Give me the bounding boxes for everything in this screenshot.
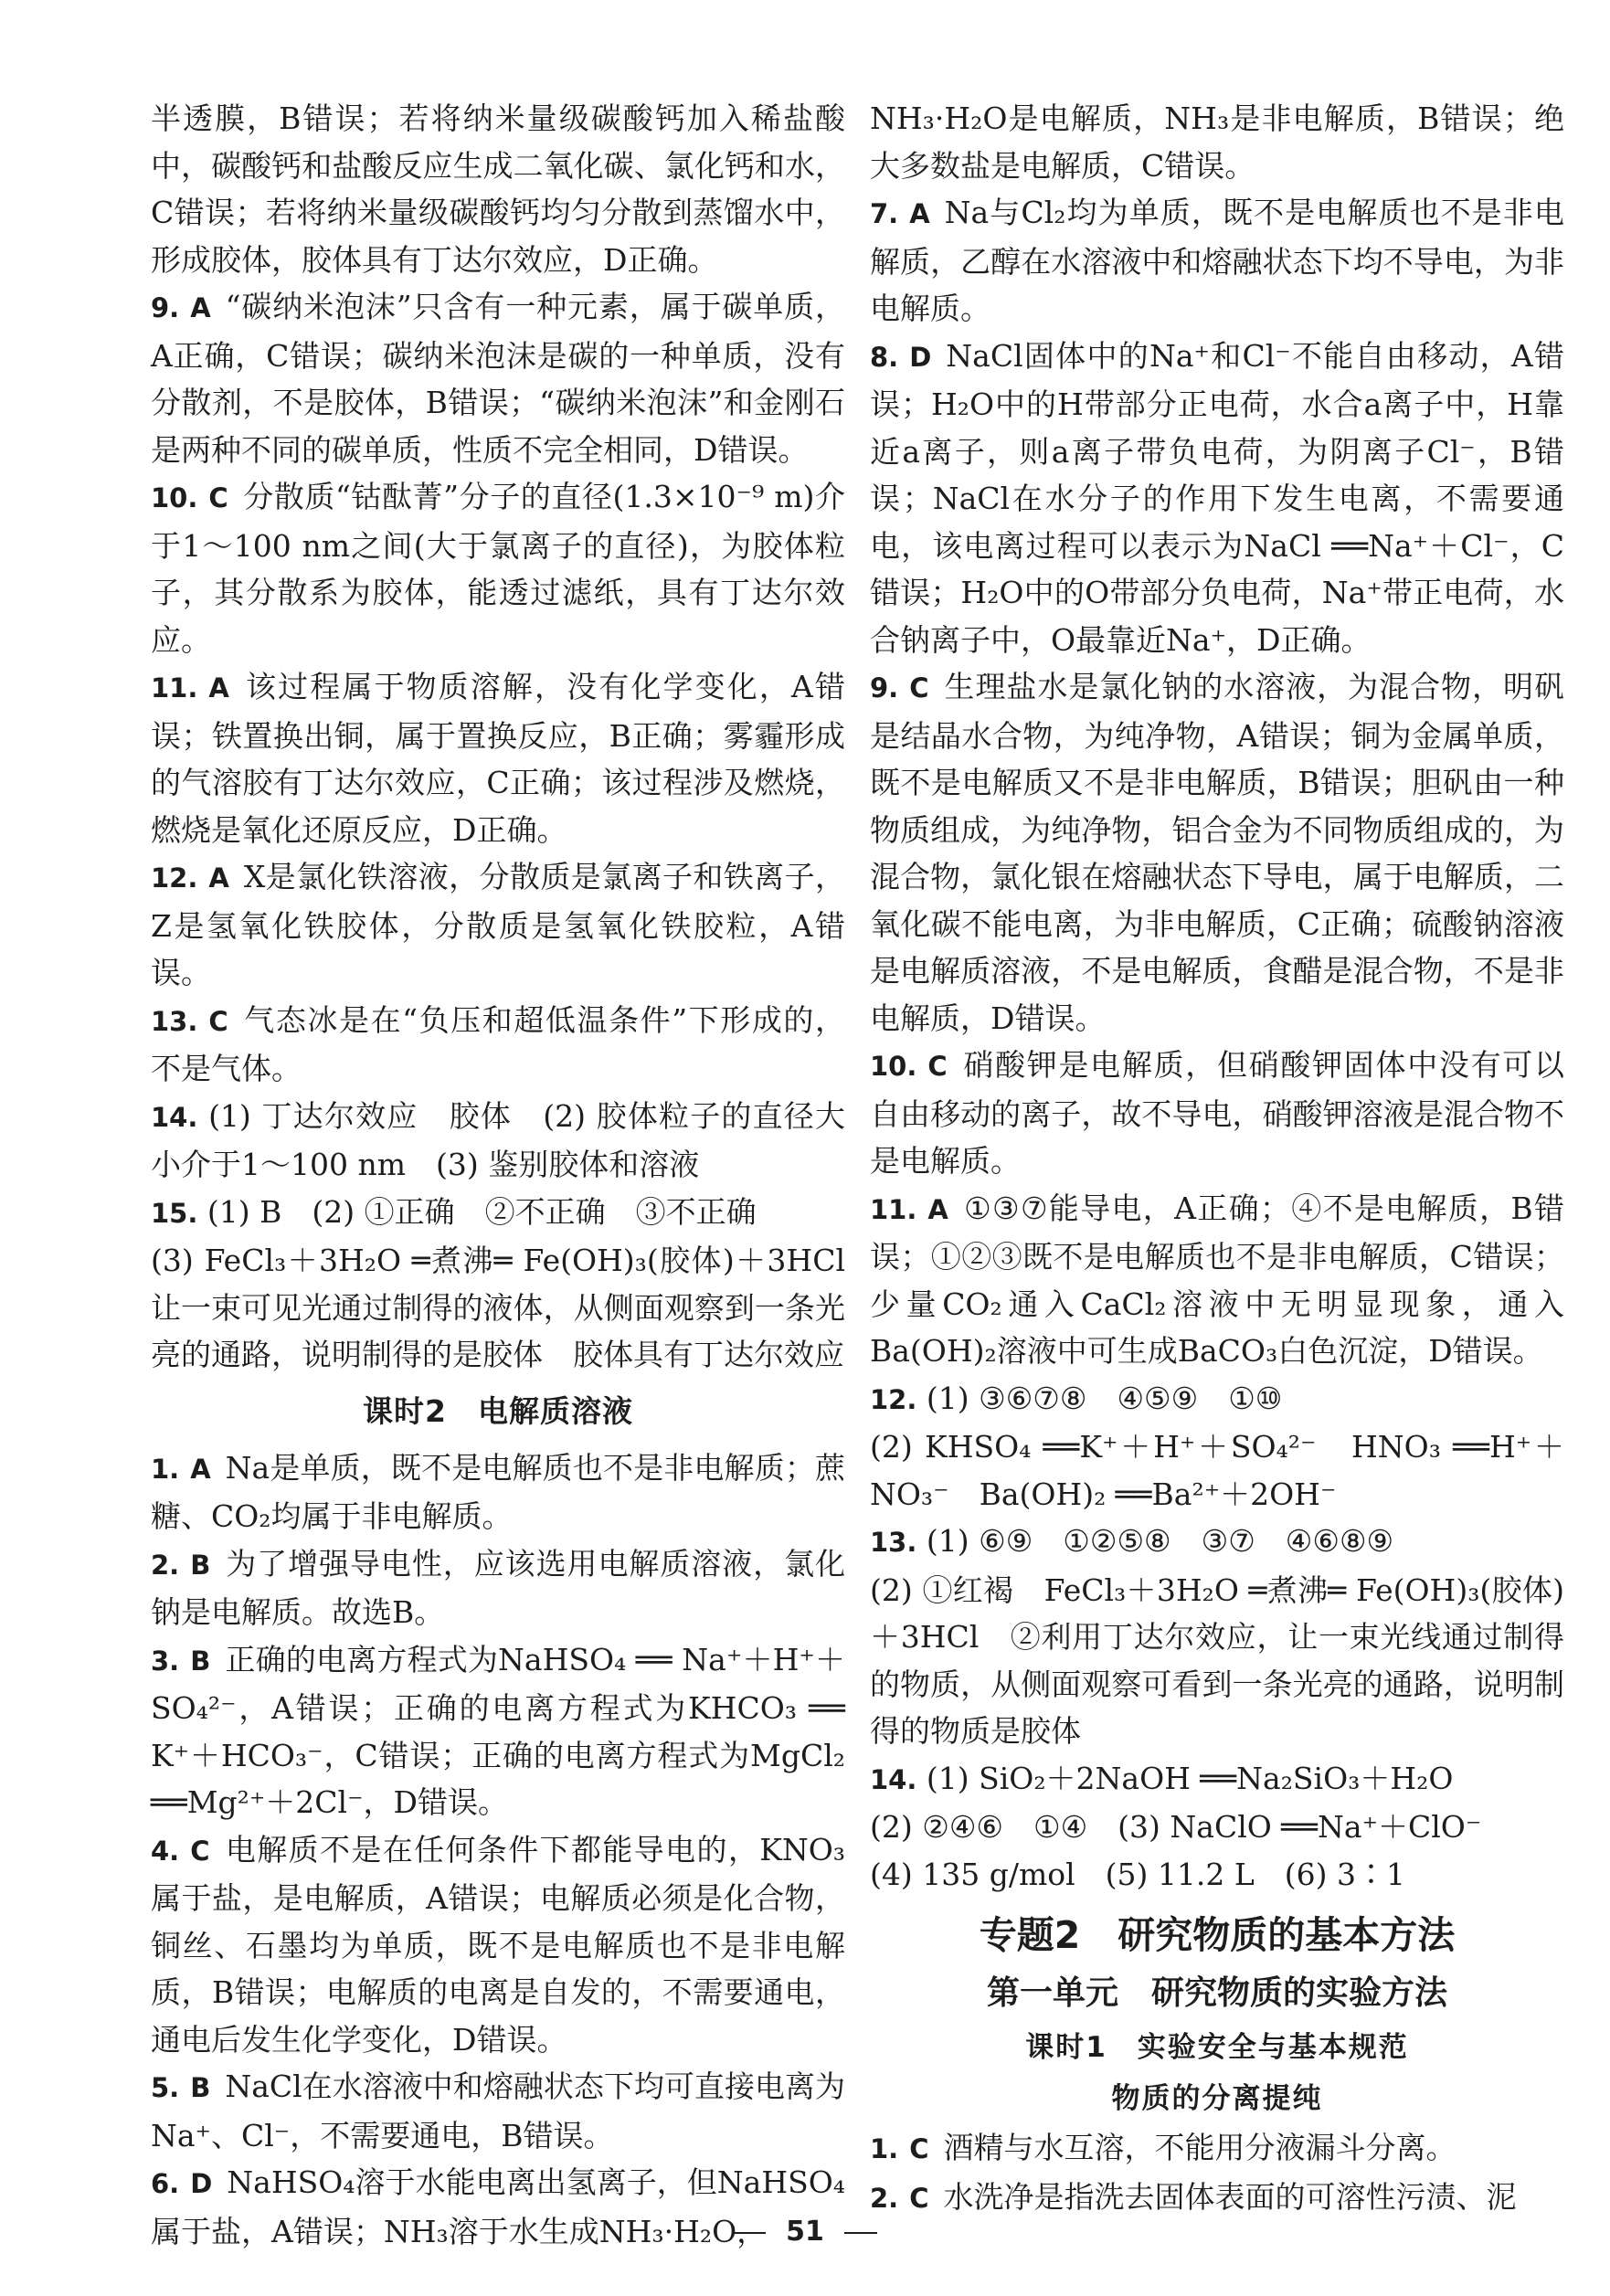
page-number-text: 51	[786, 2216, 824, 2248]
explanation-text: 为了增强导电性，应该选用电解质溶液，氯化钠是电解质。故选B。	[151, 1545, 845, 1630]
question-number: 4.	[151, 1835, 180, 1867]
explanation-text: NaCl在水溶液中和熔融状态下均可直接电离为Na⁺、Cl⁻，不需要通电，B错误。	[151, 2069, 845, 2153]
explanation-text: 气态冰是在“负压和超低温条件”下形成的，不是气体。	[151, 1001, 845, 1086]
answer-item	[870, 1518, 1564, 1567]
answer-text	[870, 1423, 1564, 1518]
explanation-text: (1) SiO₂＋2NaOH ══Na₂SiO₃＋H₂O	[926, 1760, 1454, 1796]
question-number: 2.	[870, 2182, 899, 2214]
explanation-text: 硝酸钾是电解质，但硝酸钾固体中没有可以自由移动的离子，故不导电，硝酸钾溶液是混合物不是电解质。	[870, 1047, 1564, 1179]
answer-text	[870, 95, 1564, 189]
answer-text	[870, 1851, 1564, 1899]
question-number: 7.	[870, 198, 899, 229]
answer-item	[151, 1189, 845, 1238]
answer-item	[870, 2124, 1564, 2174]
explanation-text: 水洗净是指洗去固体表面的可溶性污渍、泥	[943, 2178, 1517, 2215]
explanation-text: 分散质“钴酞菁”分子的直径(1.3×10⁻⁹ m)介于1～100 nm之间(大于氯离子的直径)，为胶体粒子，其分散系为胶体，能透过滤纸，具有丁达尔效应。	[151, 479, 845, 658]
dash-right	[844, 2232, 877, 2234]
answer-letter: C	[909, 2182, 929, 2214]
answer-letter: C	[909, 2133, 929, 2164]
answer-item	[870, 189, 1564, 333]
explanation-text: (2) KHSO₄ ══K⁺＋H⁺＋SO₄²⁻ HNO₃ ══H⁺＋NO₃⁻ Ba(OH)₂ ══Ba²⁺＋2OH⁻	[870, 1429, 1564, 1512]
question-number: 2.	[151, 1549, 180, 1581]
question-number: 12.	[870, 1383, 917, 1415]
answer-letter: A	[190, 1453, 211, 1485]
explanation-text: ①③⑦能导电，A正确；④不是电解质，B错误；①②③既不是电解质也不是非电解质，C错误；少量CO₂通入CaCl₂溶液中无明显现象，通入Ba(OH)₂溶液中可生成BaCO₃白色沉淀，D错误。	[870, 1190, 1564, 1369]
answer-item	[151, 2063, 845, 2159]
answer-item	[870, 1375, 1564, 1424]
answer-letter: B	[190, 1645, 211, 1677]
answer-item	[151, 1444, 845, 1540]
explanation-text: Na与Cl₂均为单质，既不是电解质也不是非电解质，乙醇在水溶液中和熔融状态下均不导电，为非电解质。	[870, 195, 1564, 326]
explanation-text: NH₃·H₂O是电解质，NH₃是非电解质，B错误；绝大多数盐是电解质，C错误。	[870, 101, 1564, 184]
question-number: 11.	[151, 672, 198, 704]
explanation-text: 正确的电离方程式为NaHSO₄ ══ Na⁺＋H⁺＋SO₄²⁻，A错误；正确的电离方程式为KHCO₃ ══ K⁺＋HCO₃⁻，C错误；正确的电离方程式为MgCl₂ ══Mg²⁺＋2Cl⁻，D错误。	[151, 1641, 845, 1820]
answer-item	[870, 663, 1564, 1042]
explanation-text: 电解质不是在任何条件下都能导电的，KNO₃属于盐，是电解质，A错误；电解质必须是化合物，铜丝、石墨均为单质，既不是电解质也不是非电解质，B错误；电解质的电离是自发的，不需要通电，通电后发生化学变化，D错误。	[151, 1831, 845, 2058]
answer-letter: C	[909, 672, 929, 704]
question-number: 1.	[870, 2133, 899, 2164]
question-number: 10.	[151, 482, 198, 513]
answer-letter: A	[927, 1193, 948, 1225]
answer-letter: A	[208, 862, 229, 894]
explanation-text: (1) ⑥⑨ ①②⑤⑧ ③⑦ ④⑥⑧⑨	[926, 1523, 1394, 1559]
answer-item	[151, 1636, 845, 1826]
explanation-text: (4) 135 g/mol (5) 11.2 L (6) 3∶1	[870, 1856, 1406, 1892]
question-number: 9.	[870, 672, 899, 704]
answer-item	[151, 1540, 845, 1636]
explanation-text: 半透膜，B错误；若将纳米量级碳酸钙加入稀盐酸中，碳酸钙和盐酸反应生成二氧化碳、氯化钙和水，C错误；若将纳米量级碳酸钙均匀分散到蒸馏水中，形成胶体，胶体具有丁达尔效应，D正确。	[151, 101, 845, 278]
right-column	[870, 95, 1564, 2222]
question-number: 6.	[151, 2168, 180, 2199]
explanation-text: 生理盐水是氯化钠的水溶液，为混合物，明矾是结晶水合物，为纯净物，A错误；铜为金属单质，既不是电解质又不是非电解质，B错误；胆矾由一种物质组成，为纯净物，铝合金为不同物质组成的，为混合物，氯化银在熔融状态下导电，属于电解质，二氧化碳不能电离，为非电解质，C正确；硫酸钠溶液是电解质溶液，不是电解质，食醋是混合物，不是非电解质，D错误。	[870, 669, 1564, 1036]
answer-item	[151, 663, 845, 853]
answer-text	[151, 95, 845, 283]
explanation-text: 酒精与水互溶，不能用分液漏斗分离。	[943, 2130, 1456, 2165]
explanation-text: NaCl固体中的Na⁺和Cl⁻不能自由移动，A错误；H₂O中的H带部分正电荷，水合a离子中，H靠近a离子，则a离子带负电荷，为阴离子Cl⁻，B错误；NaCl在水分子的作用下发生电离，不需要通电，该电离过程可以表示为NaCl ══Na⁺＋Cl⁻，C错误；H₂O中的O带部分负电荷，Na⁺带正电荷，水合钠离子中，O最靠近Na⁺，D正确。	[870, 337, 1564, 658]
question-number: 8.	[870, 341, 899, 373]
question-number: 10.	[870, 1051, 917, 1082]
answer-text	[870, 1567, 1564, 1755]
explanation-text: (1) ③⑥⑦⑧ ④⑤⑨ ①⑩	[926, 1380, 1283, 1416]
explanation-text: “碳纳米泡沫”只含有一种元素，属于碳单质，A正确，C错误；碳纳米泡沫是碳的一种单质，没有分散剂，不是胶体，B错误；“碳纳米泡沫”和金刚石是两种不同的碳单质，性质不完全相同，D错误。	[151, 289, 845, 468]
answer-text	[151, 1237, 875, 1379]
section-heading: 专题2 研究物质的基本方法	[979, 1913, 1456, 1957]
question-number: 14.	[151, 1101, 198, 1133]
explanation-text: (2) ①红褐 FeCl₃＋3H₂O ═煮沸═ Fe(OH)₃(胶体)＋3HCl ②利用丁达尔效应，让一束光线通过制得的物质，从侧面观察可看到一条光亮的通路，说明制得的物质是胶体	[870, 1571, 1564, 1749]
answer-letter: B	[190, 1549, 211, 1581]
explanation-text: Na是单质，既不是电解质也不是非电解质；蔗糖、CO₂均属于非电解质。	[151, 1449, 845, 1534]
answer-item	[151, 1826, 845, 2064]
answer-letter: C	[208, 482, 228, 513]
section-heading: 第一单元 研究物质的实验方法	[986, 1974, 1447, 2012]
answer-letter: A	[909, 198, 930, 229]
explanation-text: X是氯化铁溶液，分散质是氯离子和铁离子，Z是氢氧化铁胶体，分散质是氢氧化铁胶粒，A错误。	[151, 859, 845, 990]
answer-item	[870, 2174, 1564, 2223]
page-number	[0, 2216, 1610, 2248]
question-number: 5.	[151, 2072, 180, 2103]
answer-letter: C	[190, 1835, 210, 1867]
answer-item	[151, 473, 845, 663]
answer-text	[870, 1804, 1564, 1851]
explanation-text: (2) ②④⑥ ①④ (3) NaClO ══Na⁺＋ClO⁻	[870, 1809, 1482, 1845]
answer-item	[870, 1042, 1564, 1185]
answer-letter: D	[909, 341, 932, 373]
answer-item	[151, 853, 845, 997]
question-number: 14.	[870, 1763, 917, 1795]
section-heading: 课时2 电解质溶液	[363, 1392, 633, 1429]
explanation-text: (1) B (2) ①正确 ②不正确 ③不正确	[207, 1193, 757, 1230]
answer-item	[151, 997, 845, 1093]
left-column	[151, 95, 875, 2255]
explanation-text: (3) FeCl₃＋3H₂O ═煮沸═ Fe(OH)₃(胶体)＋3HCl 让一束可见光通过制得的液体，从侧面观察到一条光亮的通路，说明制得的是胶体 胶体具有丁达尔效应	[151, 1243, 875, 1372]
question-number: 15.	[151, 1197, 198, 1229]
answer-letter: C	[208, 1005, 228, 1037]
question-number: 13.	[870, 1527, 917, 1558]
answer-item	[870, 1185, 1564, 1375]
answer-item	[870, 1755, 1564, 1804]
section-heading: 课时1 实验安全与基本规范	[1025, 2031, 1409, 2064]
question-number: 13.	[151, 1005, 198, 1037]
question-number: 1.	[151, 1453, 180, 1485]
explanation-text: 该过程属于物质溶解，没有化学变化，A错误；铁置换出铜，属于置换反应，B正确；雾霾形成的气溶胶有丁达尔效应，C正确；该过程涉及燃烧，燃烧是氧化还原反应，D正确。	[151, 669, 845, 848]
question-number: 3.	[151, 1645, 180, 1677]
answer-letter: B	[190, 2072, 211, 2103]
answer-letter: D	[190, 2168, 213, 2199]
dash-left	[733, 2232, 766, 2234]
answer-item	[151, 1093, 845, 1189]
answer-letter: C	[927, 1051, 948, 1082]
explanation-text: NaHSO₄溶于水能电离出氢离子，但NaHSO₄属于盐，A错误；NH₃溶于水生成NH₃·H₂O，	[151, 2164, 845, 2249]
section-heading: 物质的分离提纯	[1111, 2082, 1323, 2115]
answer-item	[870, 333, 1564, 664]
question-number: 11.	[870, 1193, 917, 1225]
question-number: 12.	[151, 862, 198, 894]
answer-letter: A	[190, 292, 211, 323]
answer-item	[151, 283, 845, 473]
answer-letter: A	[208, 672, 229, 704]
question-number: 9.	[151, 292, 180, 323]
explanation-text: (1) 丁达尔效应 胶体 (2) 胶体粒子的直径大小介于1～100 nm (3) 鉴别胶体和溶液	[151, 1097, 845, 1182]
